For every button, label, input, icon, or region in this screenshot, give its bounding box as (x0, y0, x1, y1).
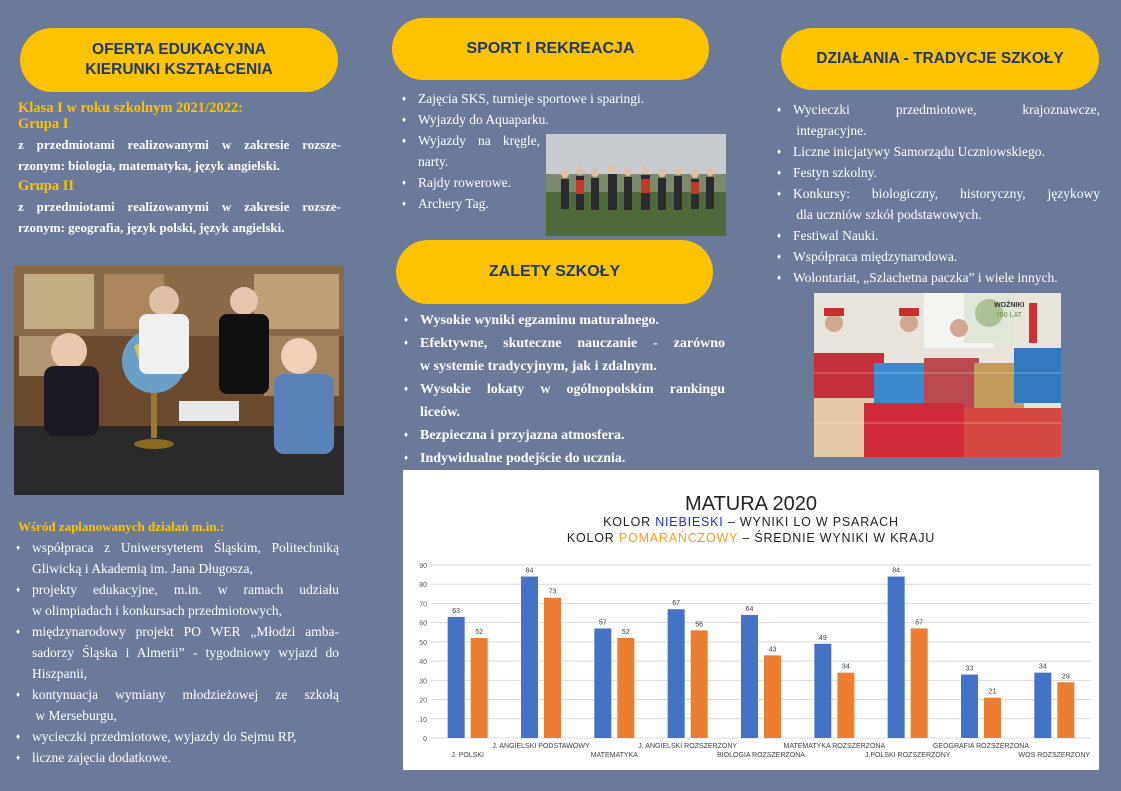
banner-line1: WOŹNIKI (994, 302, 1025, 309)
chart-data-label: 52 (621, 629, 630, 637)
chart-data-label: 52 (475, 629, 484, 637)
chart-bar (544, 598, 561, 738)
chart-data-label: 67 (672, 600, 681, 608)
header-dzialania: DZIAŁANIA - TRADYCJE SZKOŁY (781, 28, 1099, 90)
sport-item: ♦ Wyjazdy na kręgle, narty. (400, 130, 540, 172)
chart-bar (984, 698, 1001, 738)
chart-data-label: 43 (768, 646, 777, 654)
chart-category-label: J.POLSKI ROZSZERZONY (864, 752, 951, 759)
chart-y-tick: 60 (419, 620, 427, 628)
chart-bar (448, 617, 465, 738)
header-oferta (20, 28, 338, 92)
chart-data-label: 21 (988, 688, 997, 696)
chart-data-label: 56 (695, 621, 704, 629)
chart-bar (521, 577, 538, 738)
chart-bar (617, 638, 634, 738)
chart-data-label: 57 (598, 619, 607, 627)
chart-data-label: 34 (1038, 663, 1047, 671)
chart-data-label: 73 (548, 588, 557, 596)
chart-y-tick: 50 (419, 639, 427, 647)
chart-category-label: MATEMATYKA ROZSZERZONA (783, 743, 886, 750)
banner-line2: 750 LAT (996, 312, 1022, 319)
dzialania-item: ♦ Festiwal Nauki. (775, 225, 1100, 246)
chart-category-label: WOS ROZSZERZONY (1018, 752, 1091, 759)
chart-bar (668, 609, 685, 738)
chart-data-label: 64 (745, 605, 754, 613)
dzialania-item: ♦ Wolontariat, „Szlachetna paczka” i wiele innych. (775, 267, 1100, 288)
group2-title: Grupa II (18, 178, 75, 194)
chart-subtitle-2: KOLOR POMARAŃCZOWY – ŚREDNIE WYNIKI W KRAJU (566, 531, 936, 545)
header-oferta-line2: KIERUNKI KSZTAŁCENIA (85, 61, 273, 78)
chart-category-label: J. POLSKI (451, 752, 485, 759)
chart-bar (961, 675, 978, 738)
matura-chart-svg (403, 470, 1099, 770)
chart-title: MATURA 2020 (685, 493, 817, 515)
chart-data-label: 57 (915, 619, 924, 627)
class-title: Klasa I w roku szkolnym 2021/2022: (18, 100, 243, 116)
sport-item: ♦ Wyjazdy do Aquaparku. (400, 109, 700, 130)
chart-y-tick: 30 (419, 678, 427, 686)
chart-subtitle-1: KOLOR NIEBIESKI – WYNIKI LO W PSARACH (603, 515, 899, 529)
chart-bar (764, 655, 781, 738)
chart-data-label: 29 (1061, 673, 1070, 681)
planned-title: Wśród zaplanowanych działań m.in.: (18, 519, 225, 534)
class-offer (18, 100, 341, 238)
dzialania-item: ♦ Współpraca międzynarodowa. (775, 246, 1100, 267)
chart-y-tick: 10 (419, 716, 427, 724)
chart-bar (814, 644, 831, 738)
gifts-photo (814, 293, 1061, 457)
planned-list (14, 537, 339, 768)
sports-group-photo (546, 134, 726, 236)
chart-data-label: 84 (892, 567, 901, 575)
chart-bar (471, 638, 488, 738)
chart-bar (594, 628, 611, 738)
header-oferta-line1: OFERTA EDUKACYJNA (92, 40, 266, 58)
chart-bar (741, 615, 758, 738)
header-zalety: ZALETY SZKOŁY (396, 240, 713, 304)
dzialania-item: ♦ Wycieczki przedmiotowe, krajoznawcze, integracyjne. (775, 99, 1100, 141)
planned-item: ♦ kontynuacja wymiany młodzieżowej ze szkołą w Merseburgu, (14, 684, 339, 726)
zalety-item: ♦ Efektywne, skuteczne nauczanie - zarówno w systemie tradycyjnym, jak i zdalnym. (402, 332, 725, 378)
zalety-item: ♦ Wysokie wyniki egzaminu maturalnego. (402, 309, 725, 332)
chart-y-tick: 0 (423, 736, 427, 743)
zalety-item: ♦ Indywidualne podejście do ucznia. (402, 447, 725, 470)
chart-y-tick: 40 (419, 659, 427, 667)
dzialania-item: ♦ Konkursy: biologiczny, historyczny, językowy dla uczniów szkół podstawowych. (775, 183, 1100, 225)
dzialania-item: ♦ Liczne inicjatywy Samorządu Uczniowskiego. (775, 141, 1100, 162)
matura-chart (403, 470, 1099, 770)
chart-bar (691, 630, 708, 738)
sport-item: ♦ Rajdy rowerowe. (400, 172, 700, 193)
chart-category-label: GEOGRAFIA ROZSZERZONA (932, 743, 1030, 750)
chart-bar (911, 628, 928, 738)
chart-y-tick: 80 (419, 582, 427, 590)
planned-item: ♦ wycieczki przedmiotowe, wyjazdy do Sejmu RP, (14, 726, 339, 747)
chart-category-label: J. ANGIELSKI ROZSZERZONY (638, 743, 738, 750)
zalety-item: ♦ Wysokie lokaty w ogólnopolskim rankingu liceów. (402, 378, 725, 424)
dzialania-item: ♦ Festyn szkolny. (775, 162, 1100, 183)
group2-text: z przedmiotami realizowanymi w zakresie rozsze- rzonym: geografia, język polski, język angielski. (18, 199, 341, 235)
chart-y-tick: 20 (419, 697, 427, 705)
chart-y-tick: 70 (419, 601, 427, 609)
chart-bar (1034, 673, 1051, 738)
chart-y-tick: 90 (419, 563, 427, 570)
chart-data-label: 84 (525, 567, 534, 575)
planned-item: ♦ współpraca z Uniwersytetem Śląskim, Politechniką Gliwicką i Akademią im. Jana Długosza, (14, 537, 339, 579)
dzialania-list (775, 99, 1100, 288)
header-sport: SPORT I REKREACJA (392, 18, 709, 80)
planned-item: ♦ liczne zajęcia dodatkowe. (14, 747, 339, 768)
chart-category-label: MATEMATYKA (590, 752, 638, 759)
students-globe-photo (14, 266, 344, 495)
chart-bar (888, 577, 905, 738)
planned-item: ♦ projekty edukacyjne, m.in. w ramach udziału w olimpiadach i konkursach przedmiotowych, (14, 579, 339, 621)
zalety-list (402, 309, 725, 470)
zalety-item: ♦ Bezpieczna i przyjazna atmosfera. (402, 424, 725, 447)
chart-data-label: 33 (965, 665, 974, 673)
planned-item: ♦ międzynarodowy projekt PO WER „Młodzi amba- sadorzy Śląska i Almerii” - tygodniowy wyjazd do Hiszpanii, (14, 621, 339, 684)
chart-data-label: 34 (841, 663, 850, 671)
sport-item: ♦ Zajęcia SKS, turnieje sportowe i sparingi. (400, 88, 700, 109)
chart-bar (1057, 682, 1074, 738)
chart-data-label: 63 (452, 607, 461, 615)
chart-category-label: J. ANGIELSKI PODSTAWOWY (492, 743, 590, 750)
sport-item: ♦ Archery Tag. (400, 193, 700, 214)
group1-text: z przedmiotami realizowanymi w zakresie rozsze- rzonym: biologia, matematyka, język angielski. (18, 137, 341, 173)
chart-bar (837, 673, 854, 738)
chart-category-label: BIOLOGIA ROZSZERZONA (717, 752, 805, 759)
chart-data-label: 49 (818, 634, 827, 642)
group1-title: Grupa I (18, 116, 69, 132)
